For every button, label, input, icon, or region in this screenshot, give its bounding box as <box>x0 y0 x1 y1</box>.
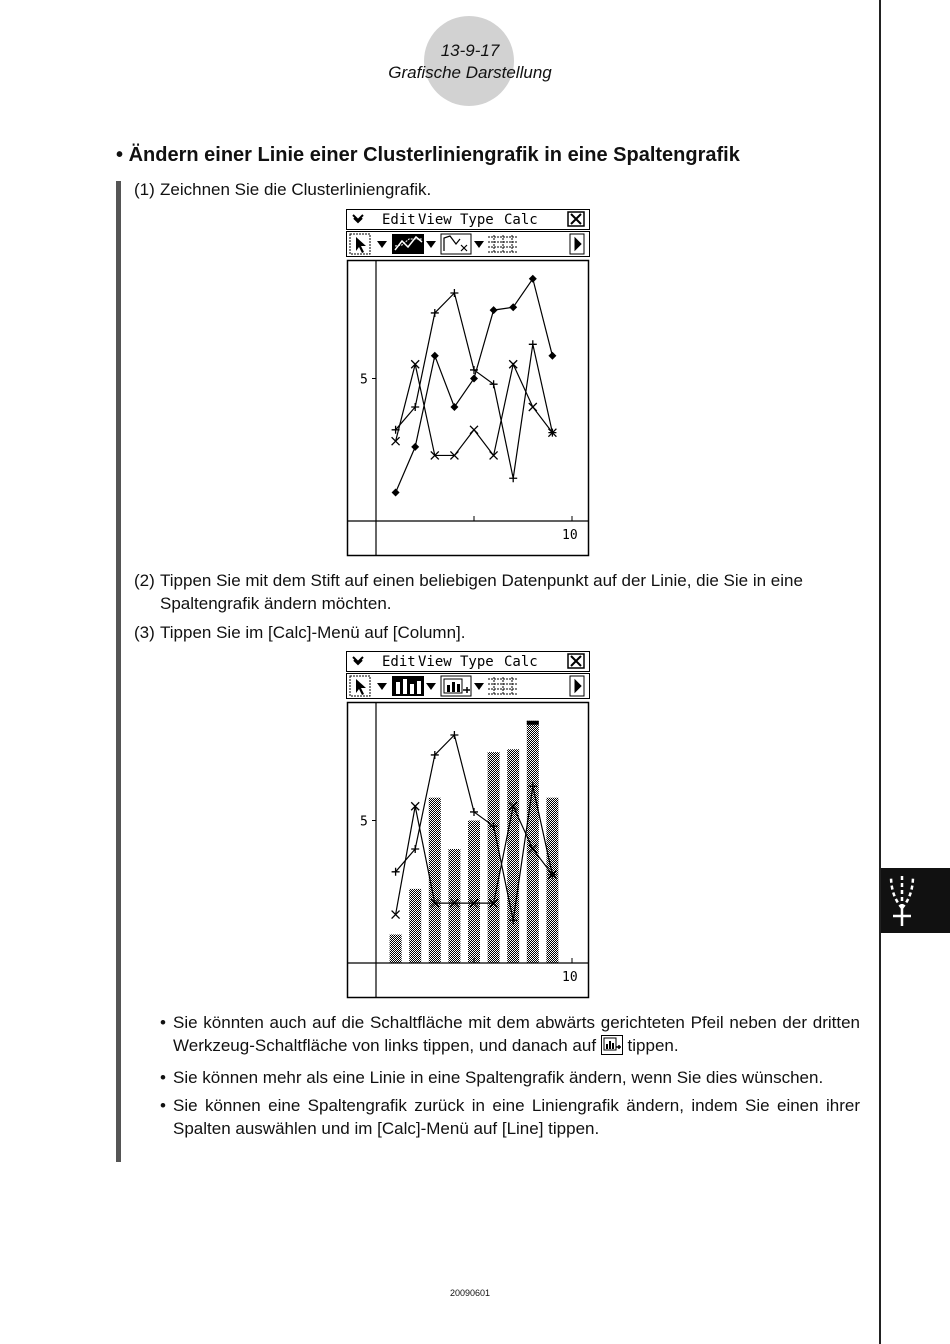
bar <box>488 752 500 963</box>
menu-edit[interactable]: Edit <box>382 654 416 670</box>
column-chart-icon[interactable] <box>392 676 424 696</box>
menu-calc[interactable]: Calc <box>504 654 538 670</box>
note-text: Sie können mehr als eine Linie in eine Spaltengrafik ändern, wenn Sie dies wünschen. <box>173 1068 824 1087</box>
footer-code: 20090601 <box>449 1288 491 1298</box>
x-tick-label: 10 <box>562 970 578 985</box>
bar <box>448 849 460 963</box>
select-arrow-icon[interactable] <box>350 676 370 696</box>
step-text-line2: Spaltengrafik ändern möchten. <box>160 594 392 613</box>
scroll-right-icon[interactable] <box>570 676 584 696</box>
step-number: (3) <box>134 623 155 642</box>
column-chart-button-icon <box>601 1035 623 1061</box>
section-left-bar <box>116 181 121 1162</box>
menu-view[interactable]: View <box>418 212 452 228</box>
bar-selected-cap <box>527 721 539 725</box>
screen-svg <box>346 209 590 559</box>
right-margin-rule <box>879 0 881 1344</box>
note-item: • Sie können eine Spaltengrafik zurück in eine Liniengrafik ändern, indem Sie einen ihrer Spalten auswählen und im [Calc]-Menü auf [Line] tippen. <box>160 1096 860 1138</box>
section-heading <box>116 144 740 167</box>
step-3 <box>134 621 864 645</box>
bar <box>468 821 480 964</box>
menu-type[interactable]: Type <box>460 654 494 670</box>
menu-edit[interactable]: Edit <box>382 212 416 228</box>
menu-view[interactable]: View <box>418 654 452 670</box>
calculator-screen-column <box>346 651 590 1001</box>
heading-text: Ändern einer Linie einer Clusterliniengrafik in eine Spaltengrafik <box>128 144 740 166</box>
scroll-right-icon[interactable] <box>570 234 584 254</box>
tree-graph-icon <box>881 868 950 933</box>
menu-calc[interactable]: Calc <box>504 212 538 228</box>
bar <box>390 935 402 964</box>
close-box-icon[interactable] <box>568 654 584 668</box>
close-box-icon[interactable] <box>568 212 584 226</box>
y-tick-label: 5 <box>360 814 368 830</box>
bar <box>527 721 539 963</box>
notes-list <box>160 1011 860 1145</box>
y-tick-label: 5 <box>360 372 368 388</box>
menu-type[interactable]: Type <box>460 212 494 228</box>
graph-window <box>348 261 589 556</box>
x-tick-label: 10 <box>562 528 578 543</box>
header-circle <box>424 16 514 106</box>
scatter-option-icon[interactable] <box>441 234 471 254</box>
chapter-side-tab <box>881 868 950 933</box>
calculator-screen-line <box>346 209 590 559</box>
chapter-title: Grafische Darstellung <box>388 63 552 82</box>
note-text: Sie können eine Spaltengrafik zurück in eine Liniengrafik ändern, indem Sie einen ihrer Spalten auswählen und im [Calc]-Menü auf [Line] tippen. <box>173 1096 860 1138</box>
step-2 <box>134 569 864 617</box>
bar <box>546 798 558 963</box>
step-text: Tippen Sie im [Calc]-Menü auf [Column]. <box>160 623 466 642</box>
select-arrow-icon[interactable] <box>350 234 370 254</box>
heading-bullet: • <box>116 144 124 166</box>
note-text: Sie könnten auch auf die Schaltfläche mit dem abwärts gerichteten Pfeil neben der dritten Werkzeug-Schaltfläche von links tippen, und danach auf <box>173 1013 860 1055</box>
note-item: • Sie können mehr als eine Linie in eine Spaltengrafik ändern, wenn Sie dies wünschen. <box>160 1068 824 1087</box>
bar <box>507 749 519 963</box>
step-text: Zeichnen Sie die Clusterliniengrafik. <box>160 180 432 199</box>
step-number: (1) <box>134 180 155 199</box>
line-chart-icon[interactable] <box>392 234 424 254</box>
screen-svg <box>346 651 590 1001</box>
note-text-after: tippen. <box>627 1036 679 1055</box>
page-number: 13-9-17 <box>440 41 500 60</box>
step-text-line1: Tippen Sie mit dem Stift auf einen beliebigen Datenpunkt auf der Linie, die Sie in eine <box>160 571 803 590</box>
column-option-icon[interactable] <box>441 676 471 696</box>
step-1 <box>134 178 864 202</box>
bar <box>409 889 421 963</box>
note-item: • Sie könnten auch auf die Schaltfläche mit dem abwärts gerichteten Pfeil neben der dritten Werkzeug-Schaltfläche von links tippen, und danach auf tippen. <box>160 1011 860 1061</box>
step-number: (2) <box>134 571 155 590</box>
